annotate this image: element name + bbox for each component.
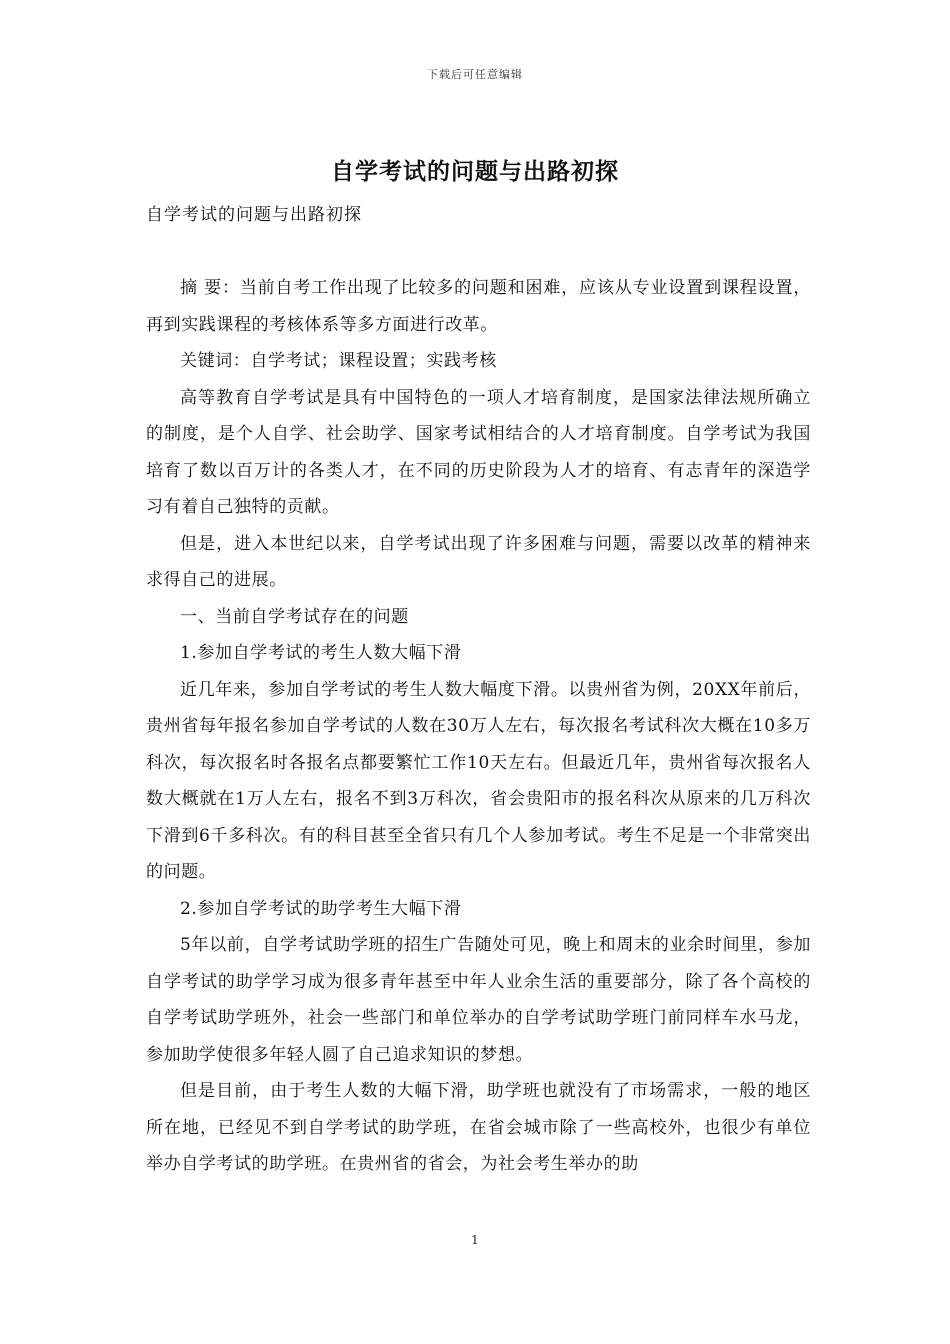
section-heading: 一、当前自学考试存在的问题: [180, 606, 409, 627]
subsection-heading: 1.参加自学考试的考生人数大幅下滑: [180, 643, 462, 663]
body-paragraph: 但是目前，由于考生人数的大幅下滑，助学班也就没有了市场需求，一般的地区所在地，已经见不到自学考试的助学班，在省会城市除了一些高校外，也很少有单位举办自学考试的助学班。在贵州省的省会，为社会考生举办的助: [146, 1081, 811, 1174]
abstract-paragraph: 摘 要：当前自考工作出现了比较多的问题和困难，应该从专业设置到课程设置，再到实践课程的考核体系等多方面进行改革。: [146, 278, 811, 335]
page-number: 1: [471, 1233, 479, 1247]
keywords-paragraph: 关键词：自学考试；课程设置；实践考核: [180, 351, 497, 371]
subsection-heading: 2.参加自学考试的助学考生大幅下滑: [180, 898, 462, 919]
document-title: 自学考试的问题与出路初探: [331, 158, 619, 185]
header-note: 下载后可任意编辑: [427, 68, 523, 81]
document-body: [146, 270, 811, 1183]
body-paragraph: 但是，进入本世纪以来，自学考试出现了许多困难与问题，需要以改革的精神来求得自己的进展。: [146, 533, 811, 590]
body-paragraph: 近几年来，参加自学考试的考生人数大幅度下滑。以贵州省为例，20XX年前后，贵州省每年报名参加自学考试的人数在30万人左右，每次报名考试科次大概在10多万科次，每次报名时各报名点都要繁忙工作10天左右。但最近几年，贵州省每次报名人数大概就在1万人左右，报名不到3万科次，省会贵阳市的报名科次从原来的几万科次下滑到6千多科次。有的科目甚至全省只有几个人参加考试。考生不足是一个非常突出的问题。: [146, 679, 811, 882]
body-paragraph: 高等教育自学考试是具有中国特色的一项人才培育制度，是国家法律法规所确立的制度，是个人自学、社会助学、国家考试相结合的人才培育制度。自学考试为我国培育了数以百万计的各类人才，在不同的历史阶段为人才的培育、有志青年的深造学习有着自己独特的贡献。: [146, 387, 811, 517]
document-subtitle: 自学考试的问题与出路初探: [146, 205, 362, 225]
body-paragraph: 5年以前，自学考试助学班的招生广告随处可见，晚上和周末的业余时间里，参加自学考试的助学学习成为很多青年甚至中年人业余生活的重要部分，除了各个高校的自学考试助学班外，社会一些部门和单位举办的自学考试助学班门前同样车水马龙，参加助学使很多年轻人圆了自己追求知识的梦想。: [146, 935, 811, 1065]
